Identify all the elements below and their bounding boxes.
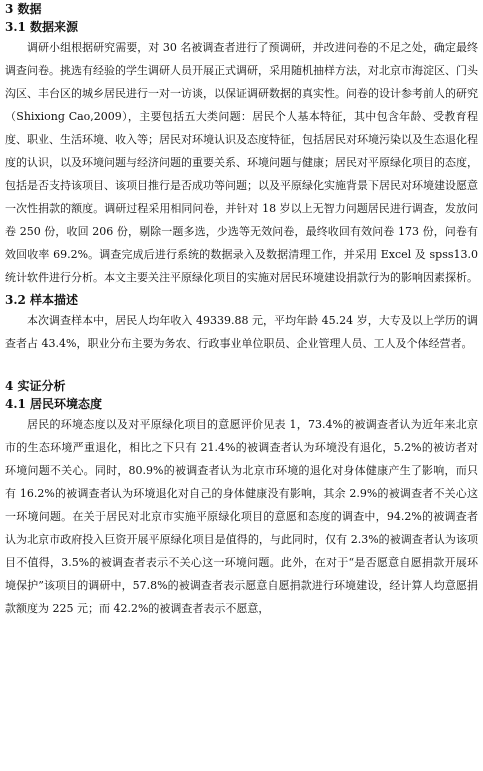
section-heading: 3 数据 — [5, 2, 42, 16]
body-paragraph: 调研小组根据研究需要，对 30 名被调查者进行了预调研，并改进问卷的不足之处，确定最终调查问卷。挑选有经验的学生调研人员开展正式调研，采用随机抽样方法，对北京市海淀区、门头沟区、丰台区的城乡居民进行一对一访谈，以保证调研数据的真实性。问卷的设计参考前人的研究（Shixiong Cao,2009），主要包括五大类问题：居民个人基本特征，其中包含年龄、受教育程度、职业、生活环境、收入等；居民对环境认识及态度特征，包括居民对环境污染以及生态退化程度的认识，以及环境问题与经济问题的重要关系、环境问题与健康；居民对平原绿化项目的态度，包括是否支持该项目、该项目推行是否成功等问题；以及平原绿化实施背景下居民对环境建设愿意一次性捐款的额度。调研过程采用相同问卷，并针对 18 岁以上无智力问题居民进行调查，发放问卷 250 份，收回 206 份，剔除一题多选，少选等无效问卷，最终收回有效问卷 173 份，问卷有效回收率 69.2%。调查完成后进行系统的数据录入及数据清理工作，并采用 Excel 及 spss13.0 统计软件进行分析。本文主要关注平原绿化项目的实施对居民环境建设捐款行为的影响因素探析。 — [5, 41, 478, 284]
subsection-heading: 4.1 居民环境态度 — [5, 397, 103, 411]
body-paragraph: 居民的环境态度以及对平原绿化项目的意愿评价见表 1，73.4%的被调查者认为近年来北京市的生态环境严重退化，相比之下只有 21.4%的被调查者认为环境没有退化，5.2%的被访者对环境问题不关心。同时，80.9%的被调查者认为北京市环境的退化对身体健康产生了影响，而只有 16.2%的被调查者认为环境退化对自己的身体健康没有影响，其余 2.9%的被调查者不关心这一环境问题。在关于居民对北京市实施平原绿化项目的意愿和态度的调查中，94.2%的被调查者认为北京市政府投入巨资开展平原绿化项目是值得的，与此同时，仅有 2.3%的被调查者认为该项目不值得，3.5%的被调查者表示不关心这一环境问题。此外，在对于“是否愿意自愿捐款开展环境保护”该项目的调研中，57.8%的被调查者表示愿意自愿捐款进行环境建设，经计算人均意愿捐款额度为 225 元；而 42.2%的被调查者表示不愿意， — [5, 418, 478, 615]
body-paragraph: 本次调查样本中，居民人均年收入 49339.88 元，平均年龄 45.24 岁，大专及以上学历的调查者占 43.4%，职业分布主要为务农、行政事业单位职员、企业管理人员、工人及个体经营者。 — [5, 314, 478, 350]
subsection-heading: 3.2 样本描述 — [5, 293, 79, 307]
section-heading: 4 实证分析 — [5, 379, 66, 393]
subsection-heading: 3.1 数据来源 — [5, 20, 79, 34]
